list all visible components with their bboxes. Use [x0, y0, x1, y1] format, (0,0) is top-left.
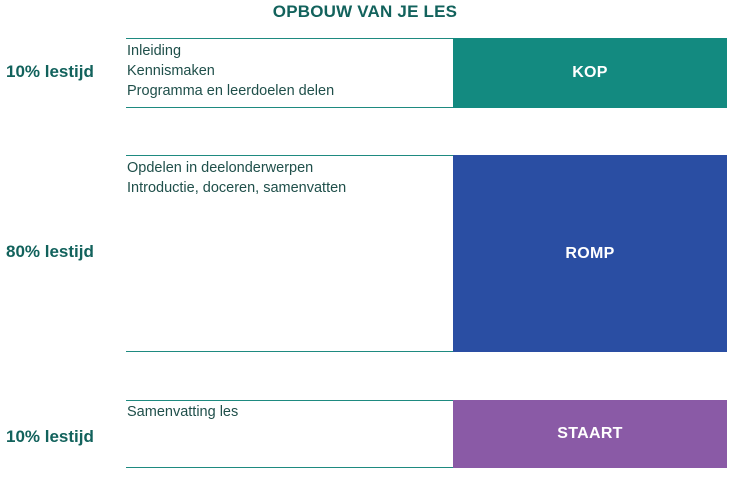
section-notes	[127, 158, 447, 198]
time-share-label: 80% lestijd	[6, 242, 94, 261]
block-kop: KOP	[453, 38, 727, 108]
note-item: Samenvatting les	[127, 404, 239, 420]
time-share-label: 10% lestijd	[6, 427, 94, 446]
section-staart	[0, 400, 730, 468]
note-item: Introductie, doceren, samenvatten	[127, 180, 347, 196]
diagram-title: OPBOUW VAN JE LES	[272, 2, 458, 21]
section-romp	[0, 155, 730, 352]
time-share-label: 10% lestijd	[6, 62, 94, 81]
note-item: Programma en leerdoelen delen	[127, 83, 335, 99]
section-notes	[127, 402, 447, 422]
block-romp: ROMP	[453, 155, 727, 352]
section-kop	[0, 38, 730, 108]
note-item: Opdelen in deelonderwerpen	[127, 160, 314, 176]
block-staart: STAART	[453, 400, 727, 468]
note-item: Inleiding	[127, 43, 182, 59]
note-item: Kennismaken	[127, 63, 215, 79]
section-notes	[127, 41, 447, 101]
